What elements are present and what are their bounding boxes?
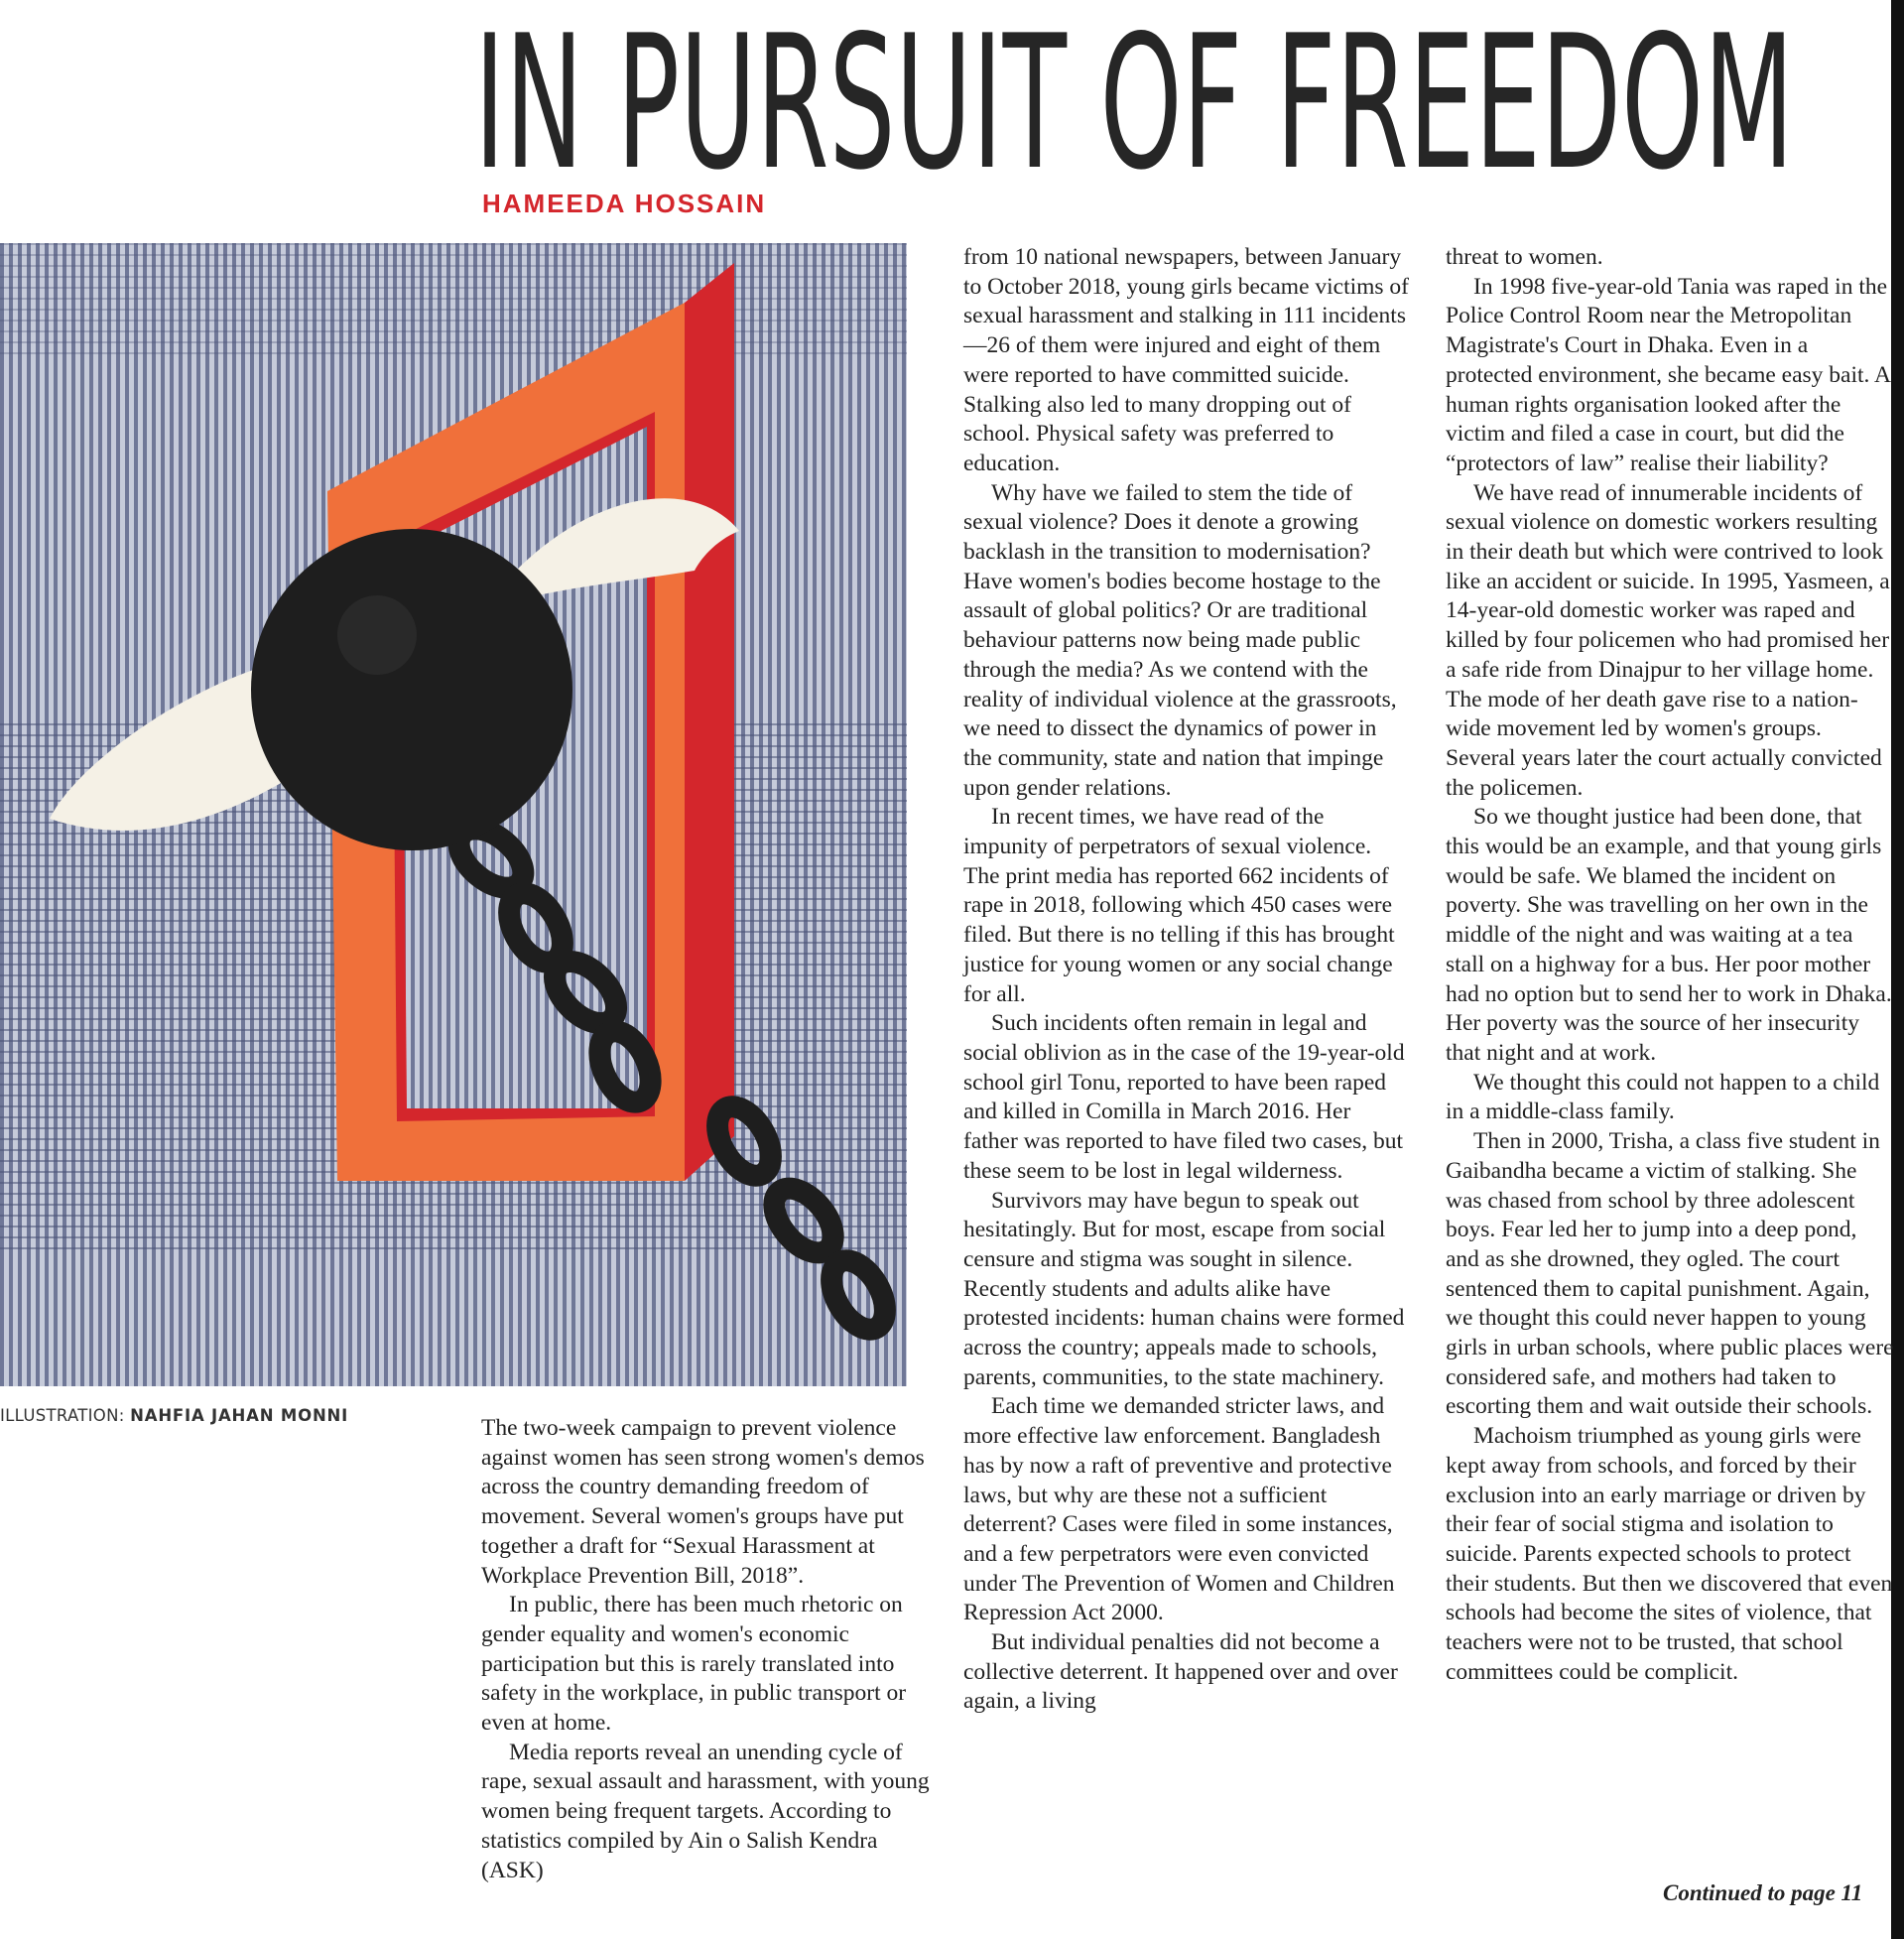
- paragraph: Why have we failed to stem the tide of sexual violence? Does it denote a growing backlash in the transition to modernisation? Have women's bodies become hostage to the assault of global politics? Or are traditional behaviour patterns now being made public through the media? As we contend with the reality of individual violence at the grassroots, we need to dissect the dynamics of power in the community, state and nation that impinge upon gender relations.: [963, 479, 1397, 801]
- credit-name: NAHFIA JAHAN MONNI: [130, 1406, 349, 1425]
- paragraph: The two-week campaign to prevent violence against women has seen strong women's demos across the country demanding freedom of movement. Several women's groups have put together a draft for “Sexual Harassment at Workplace Prevention Bill, 2018”.: [481, 1415, 925, 1589]
- paragraph: We have read of innumerable incidents of sexual violence on domestic workers resulting in their death but which were contrived to look like an accident or suicide. In 1995, Yasmeen, a 14-year-old domestic worker was raped and killed by four policemen who had promised her a safe ride from Dinajpur to her village home. The mode of her death gave rise to a nation-wide movement led by women's groups. Several years later the court actually convicted the policemen.: [1446, 479, 1890, 801]
- byline: HAMEEDA HOSSAIN: [482, 189, 767, 218]
- headline-text: IN PURSUIT OF FREEDOM: [474, 0, 1794, 210]
- paragraph: from 10 national newspapers, between January to October 2018, young girls became victims of sexual harassment and stalking in 111 incidents—26 of them were injured and eight of them were reported to have committed suicide. Stalking also led to many dropping out of school. Physical safety was preferred to education.: [963, 244, 1410, 476]
- paragraph: Each time we demanded stricter laws, and more effective law enforcement. Bangladesh has by now a raft of preventive and protective laws, but why are these not a sufficient deterrent? Cases were filed in some instances, and a few perpetrators were even convicted under The Prevention of Women and Children Repression Act 2000.: [963, 1393, 1395, 1626]
- paragraph: Media reports reveal an unending cycle of rape, sexual assault and harassment, with young women being frequent targets. According to statistics compiled by Ain o Salish Kendra (ASK): [481, 1739, 930, 1883]
- paragraph: Survivors may have begun to speak out hesitatingly. But for most, escape from social censure and stigma was sought in silence. Recently students and adults alike have protested incidents: human chains were formed across the country; appeals made to schools, parents, communities, to the state machinery.: [963, 1187, 1405, 1390]
- paragraph: Such incidents often remain in legal and social oblivion as in the case of the 19-year-old school girl Tonu, reported to have been raped and killed in Comilla in March 2016. Her father was reported to have filed two cases, but these seem to be lost in legal wilderness.: [963, 1010, 1405, 1184]
- article-column-1: [481, 1414, 938, 1885]
- article-column-3: [1446, 243, 1894, 1687]
- paragraph: Then in 2000, Trisha, a class five student in Gaibandha became a victim of stalking. She was chased from school by three adolescent boys. Fear led her to jump into a deep pond, and as she drowned, they ogled. The court sentenced them to capital punishment. Again, we thought this could never happen to young girls in urban schools, where public places were considered safe, and mothers had taken to escorting them and wait outside their schools.: [1446, 1128, 1894, 1420]
- paragraph: But individual penalties did not become a collective deterrent. It happened over and over again, a living: [963, 1629, 1398, 1715]
- ball-icon: [251, 529, 572, 850]
- paragraph: Machoism triumphed as young girls were kept away from schools, and forced by their exclusion into an early marriage or driven by their fear of social stigma and isolation to suicide. Parents expected schools to protect their students. But then we discovered that even schools had become the sites of violence, that teachers were not to be trusted, that school committees could be complicit.: [1446, 1423, 1893, 1685]
- paragraph: We thought this could not happen to a child in a middle-class family.: [1446, 1069, 1880, 1125]
- credit-prefix: ILLUSTRATION:: [0, 1406, 131, 1425]
- paragraph: threat to women.: [1446, 244, 1603, 270]
- continued-link[interactable]: Continued to page 11: [1663, 1880, 1863, 1905]
- paragraph: In recent times, we have read of the impunity of perpetrators of sexual violence. The print media has reported 662 incidents of rape in 2018, following which 450 cases were filed. But there is no telling if this has brought justice for young women or any social change for all.: [963, 804, 1395, 1007]
- article-column-2: [963, 243, 1410, 1717]
- paragraph: In public, there has been much rhetoric on gender equality and women's economic participation but this is rarely translated into safety in the workplace, in public transport or even at home.: [481, 1592, 907, 1737]
- paragraph: In 1998 five-year-old Tania was raped in the Police Control Room near the Metropolitan Magistrate's Court in Dhaka. Even in a protected environment, she became easy bait. A human rights organisation looked after the victim and filed a case in court, but did the “protectors of law” realise their liability?: [1446, 273, 1890, 476]
- frame-side: [685, 263, 734, 1181]
- illustration-credit: [0, 1406, 348, 1425]
- paragraph: So we thought justice had been done, that this would be an example, and that young girls would be safe. We blamed the incident on poverty. She was travelling on her own in the middle of the night and was waiting at a tea stall on a highway for a bus. Her poor mother had no option but to send her to work in Dhaka. Her poverty was the source of her insecurity that night and at work.: [1446, 804, 1892, 1066]
- illustration: [0, 243, 907, 1386]
